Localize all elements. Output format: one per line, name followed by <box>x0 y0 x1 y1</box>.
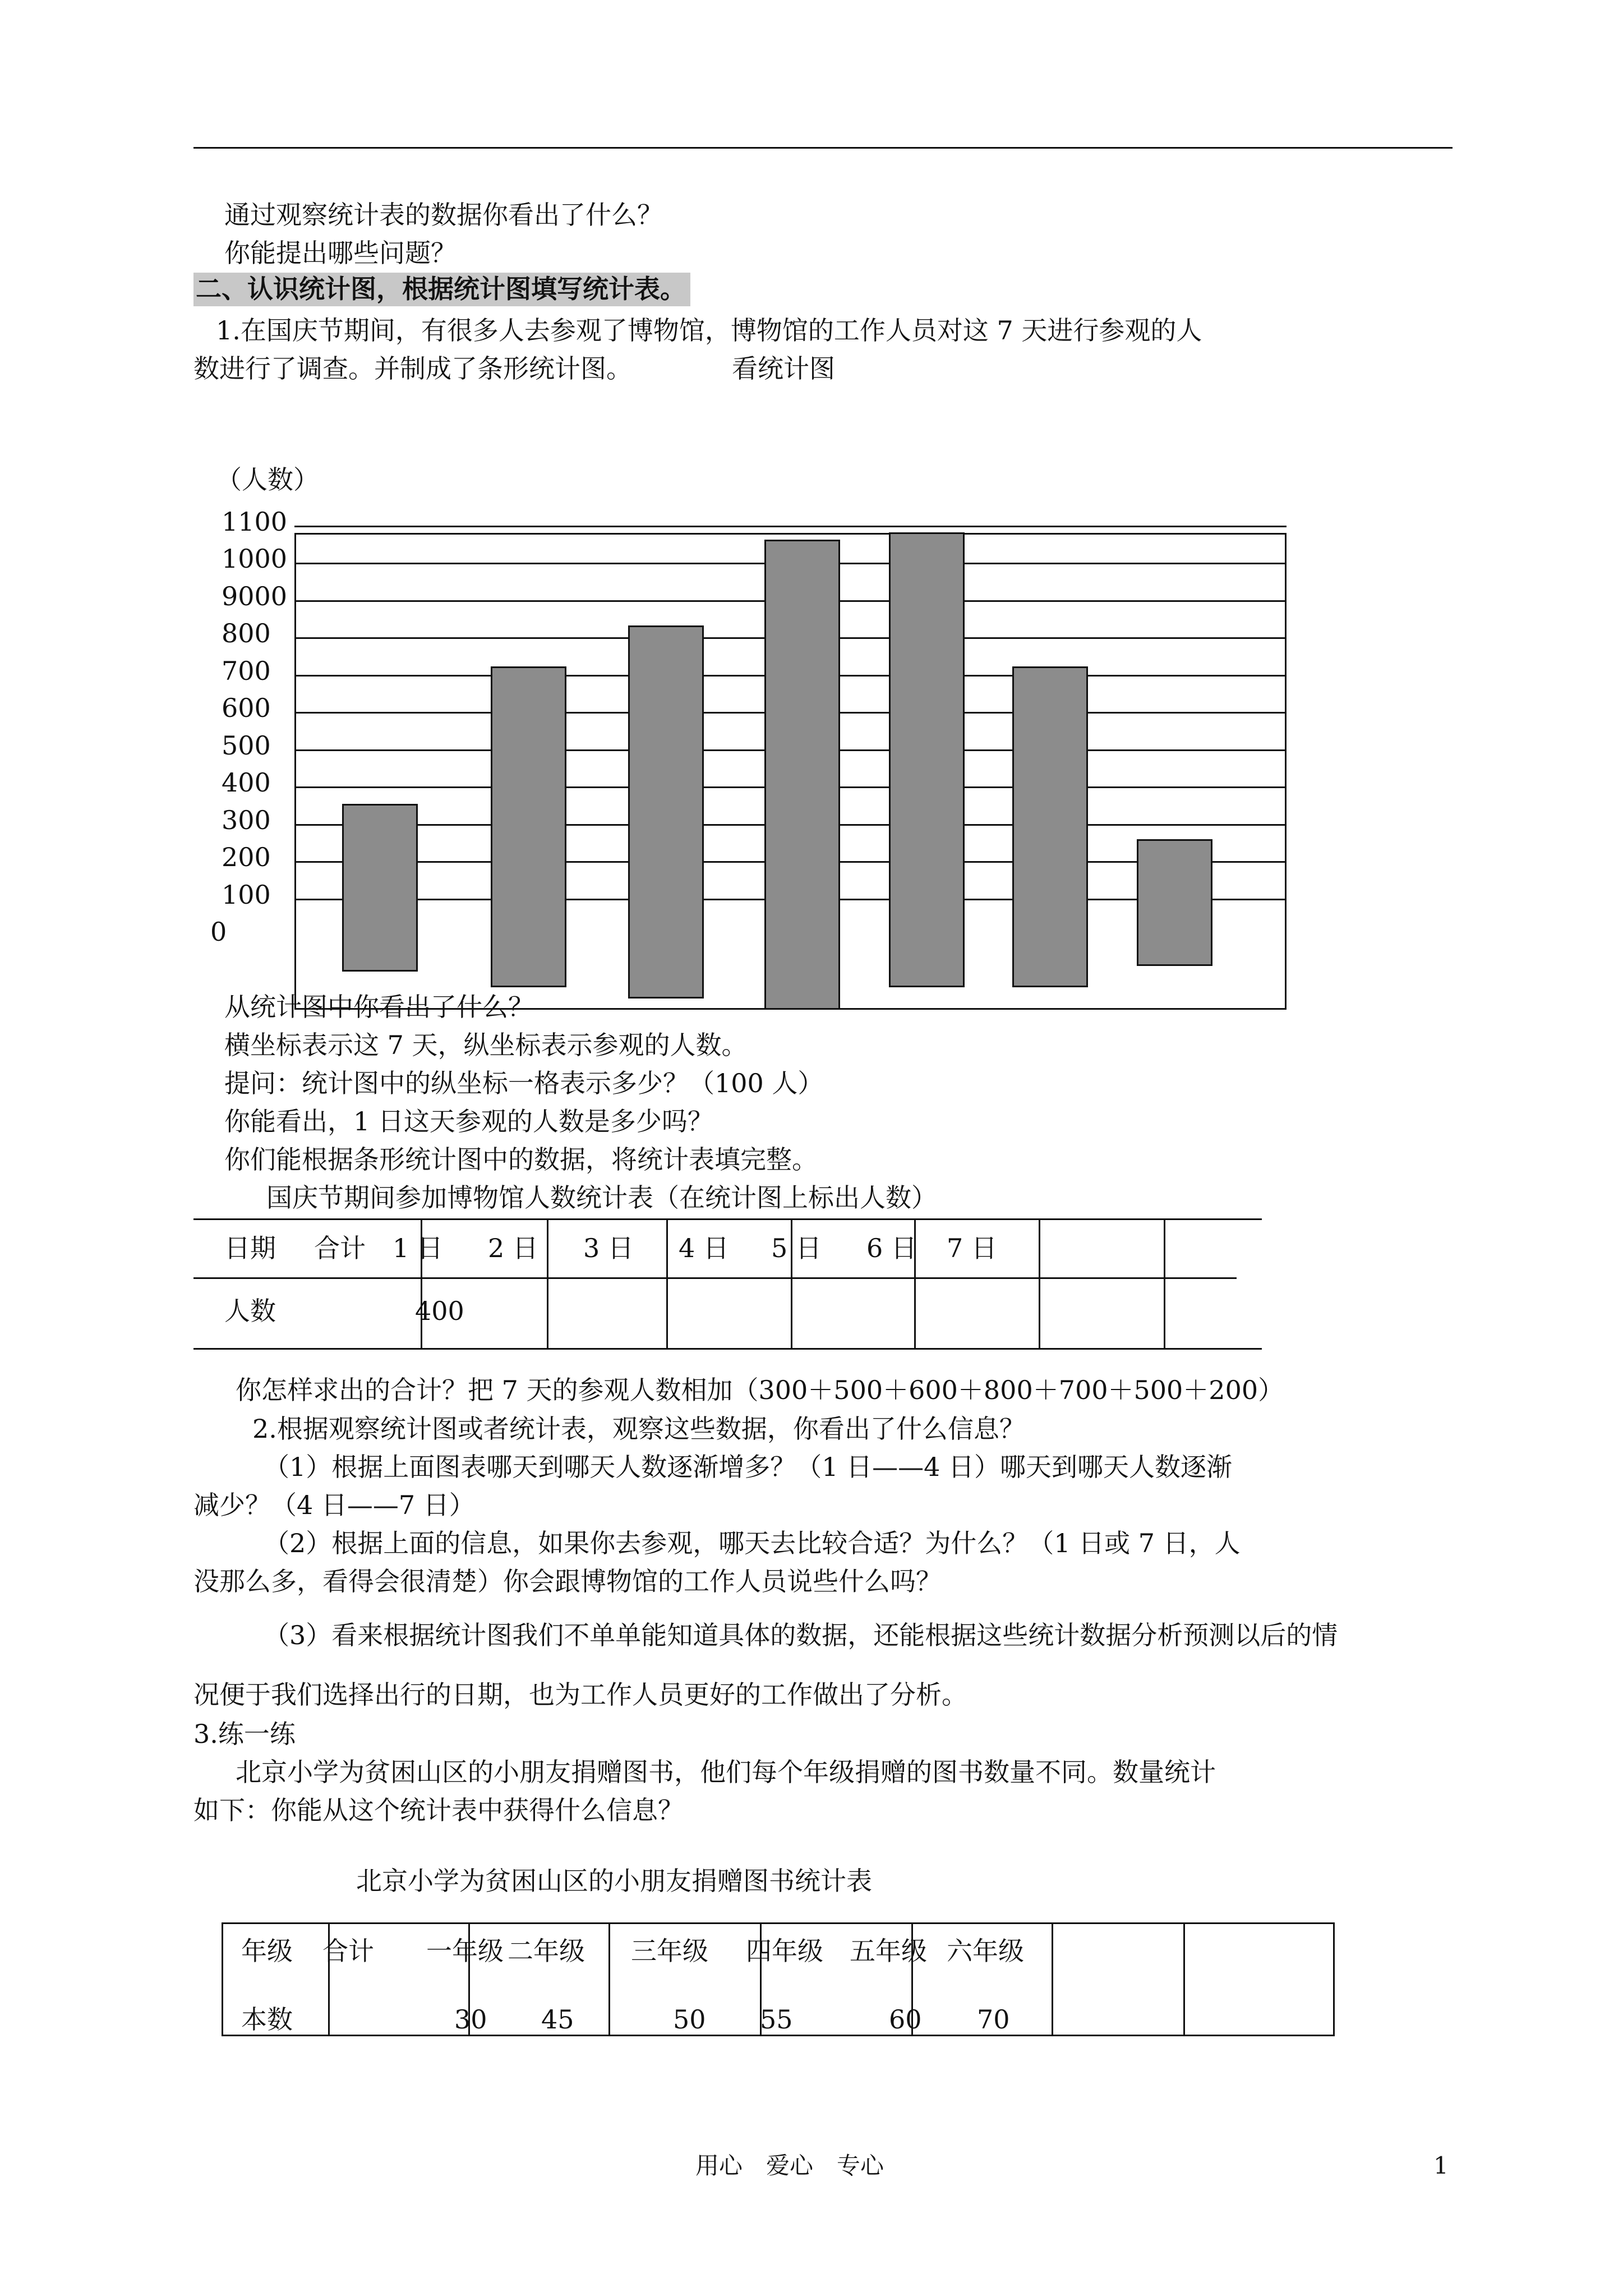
y-tick-label: 100 <box>222 879 271 910</box>
table-1-divider <box>1164 1218 1165 1348</box>
after-chart-line-3: 提问：统计图中的纵坐标一格表示多少？（100 人） <box>224 1068 824 1098</box>
section-heading-2: 二、认识统计图，根据统计图填写统计表。 <box>193 273 690 306</box>
table-2-header-cell: 二年级 <box>508 1936 585 1966</box>
table-2-header-cell: 三年级 <box>631 1936 708 1966</box>
table-2-value-cell: 60 <box>889 2004 922 2035</box>
table-2-divider <box>1183 1922 1185 2036</box>
table-1-row-label: 人数 <box>224 1296 276 1326</box>
paragraph-2: 2.根据观察统计图或者统计表，观察这些数据，你看出了什么信息？ <box>252 1414 1025 1444</box>
paragraph-5a: （3）看来根据统计图我们不单单能知道具体的数据，还能根据这些统计数据分析预测以后的情 <box>264 1620 1338 1650</box>
table-2-value-cell: 70 <box>977 2004 1010 2035</box>
table-2-value-cell: 45 <box>541 2004 574 2035</box>
table-2-header-cell: 五年级 <box>850 1936 927 1966</box>
paragraph-1a: 1.在国庆节期间，有很多人去参观了博物馆，博物馆的工作人员对这 7 天进行参观的人 <box>216 315 1202 346</box>
table-1-divider <box>666 1218 668 1348</box>
paragraph-5b: 况便于我们选择出行的日期，也为工作人员更好的工作做出了分析。 <box>193 1680 967 1710</box>
gridline <box>294 526 1287 527</box>
table-1-mid-line <box>193 1277 1237 1279</box>
table-2-top-line <box>222 1922 1335 1924</box>
after-chart-line-1: 从统计图中你看出了什么？ <box>224 992 534 1022</box>
bar <box>889 532 965 987</box>
bar <box>491 666 566 987</box>
intro-question-2: 你能提出哪些问题？ <box>224 238 457 268</box>
section-heading-3: 3.练一练 <box>193 1719 296 1749</box>
paragraph-3a: （1）根据上面图表哪天到哪天人数逐渐增多？（1 日——4 日）哪天到哪天人数逐渐 <box>264 1452 1233 1482</box>
look-at-chart-label: 看统计图 <box>732 353 835 384</box>
paragraph-sum: 你怎样求出的合计？把 7 天的参观人数相加（300＋500＋600＋800＋700＋500＋200） <box>236 1375 1284 1405</box>
y-axis-label: （人数） <box>216 464 319 495</box>
bar <box>628 625 704 999</box>
top-rule <box>193 147 1453 149</box>
table-2-value-cell: 30 <box>454 2004 487 2035</box>
y-tick-label: 800 <box>222 618 271 648</box>
table-2-divider <box>1052 1922 1053 2036</box>
table-1-row-value: 400 <box>415 1296 464 1326</box>
bar <box>1137 839 1212 966</box>
paragraph-4a: （2）根据上面的信息，如果你去参观，哪天去比较合适？为什么？（1 日或 7 日，人 <box>264 1528 1241 1558</box>
table-2-header-cell: 六年级 <box>947 1936 1024 1966</box>
section-3-paragraph-a: 北京小学为贫困山区的小朋友捐赠图书，他们每个年级捐赠的图书数量不同。数量统计 <box>236 1757 1216 1787</box>
y-tick-label: 700 <box>222 655 271 686</box>
table-1-title: 国庆节期间参加博物馆人数统计表（在统计图上标出人数） <box>266 1182 937 1213</box>
y-tick-label: 300 <box>222 804 271 835</box>
footer-motto: 用心 爱心 专心 <box>695 2152 884 2179</box>
section-3-paragraph-b: 如下：你能从这个统计表中获得什么信息？ <box>193 1795 684 1825</box>
y-tick-label: 1100 <box>222 506 288 537</box>
bar <box>764 540 840 1010</box>
table-2-header-cell: 合计 <box>322 1936 374 1966</box>
table-2-divider <box>608 1922 610 2036</box>
table-1-header-cell: 4 日 <box>679 1233 729 1263</box>
table-2-header-cell: 四年级 <box>746 1936 823 1966</box>
table-1-header-cell: 合计 <box>314 1233 366 1263</box>
table-2-value-cell: 50 <box>673 2004 706 2035</box>
bar <box>342 804 418 972</box>
table-1-header-cell: 2 日 <box>488 1233 538 1263</box>
table-1-header-cell: 日期 <box>224 1233 276 1263</box>
paragraph-1b: 数进行了调查。并制成了条形统计图。 <box>193 353 632 384</box>
y-tick-label: 200 <box>222 842 271 872</box>
table-2-border <box>222 1922 223 2036</box>
table-2-header-cell: 年级 <box>241 1936 293 1966</box>
paragraph-3b: 减少？（4 日——7 日） <box>193 1490 475 1520</box>
y-tick-label: 9000 <box>222 581 288 611</box>
table-2-row-label: 本数 <box>241 2004 293 2035</box>
table-1-divider <box>1039 1218 1040 1348</box>
after-chart-line-5: 你们能根据条形统计图中的数据，将统计表填完整。 <box>224 1144 818 1175</box>
table-2-border <box>1333 1922 1335 2036</box>
page-number: 1 <box>1433 2152 1449 2179</box>
y-tick-label: 0 <box>210 917 227 947</box>
table-1-bottom-line <box>193 1348 1262 1350</box>
table-1-divider <box>547 1218 548 1348</box>
table-1-header-cell: 3 日 <box>583 1233 634 1263</box>
y-tick-label: 500 <box>222 730 271 761</box>
table-1-header-cell: 5 日 <box>771 1233 822 1263</box>
y-tick-label: 400 <box>222 767 271 798</box>
table-1-header-cell: 6 日 <box>866 1233 917 1263</box>
table-2-value-cell: 55 <box>760 2004 793 2035</box>
after-chart-line-2: 横坐标表示这 7 天，纵坐标表示参观的人数。 <box>224 1030 748 1060</box>
y-tick-label: 600 <box>222 693 271 723</box>
table-1-top-line <box>193 1218 1262 1220</box>
after-chart-line-4: 你能看出，1 日这天参观的人数是多少吗？ <box>224 1106 713 1137</box>
table-2-header-cell: 一年级 <box>426 1936 504 1966</box>
bar <box>1012 666 1088 987</box>
table-2-bottom-line <box>222 2035 1335 2036</box>
table-1-header-cell: 1 日 <box>393 1233 443 1263</box>
table-2-title: 北京小学为贫困山区的小朋友捐赠图书统计表 <box>356 1866 872 1896</box>
table-1-header-cell: 7 日 <box>947 1233 997 1263</box>
paragraph-4b: 没那么多，看得会很清楚）你会跟博物馆的工作人员说些什么吗？ <box>193 1566 942 1596</box>
y-tick-label: 1000 <box>222 544 288 574</box>
intro-question-1: 通过观察统计表的数据你看出了什么？ <box>224 200 663 230</box>
